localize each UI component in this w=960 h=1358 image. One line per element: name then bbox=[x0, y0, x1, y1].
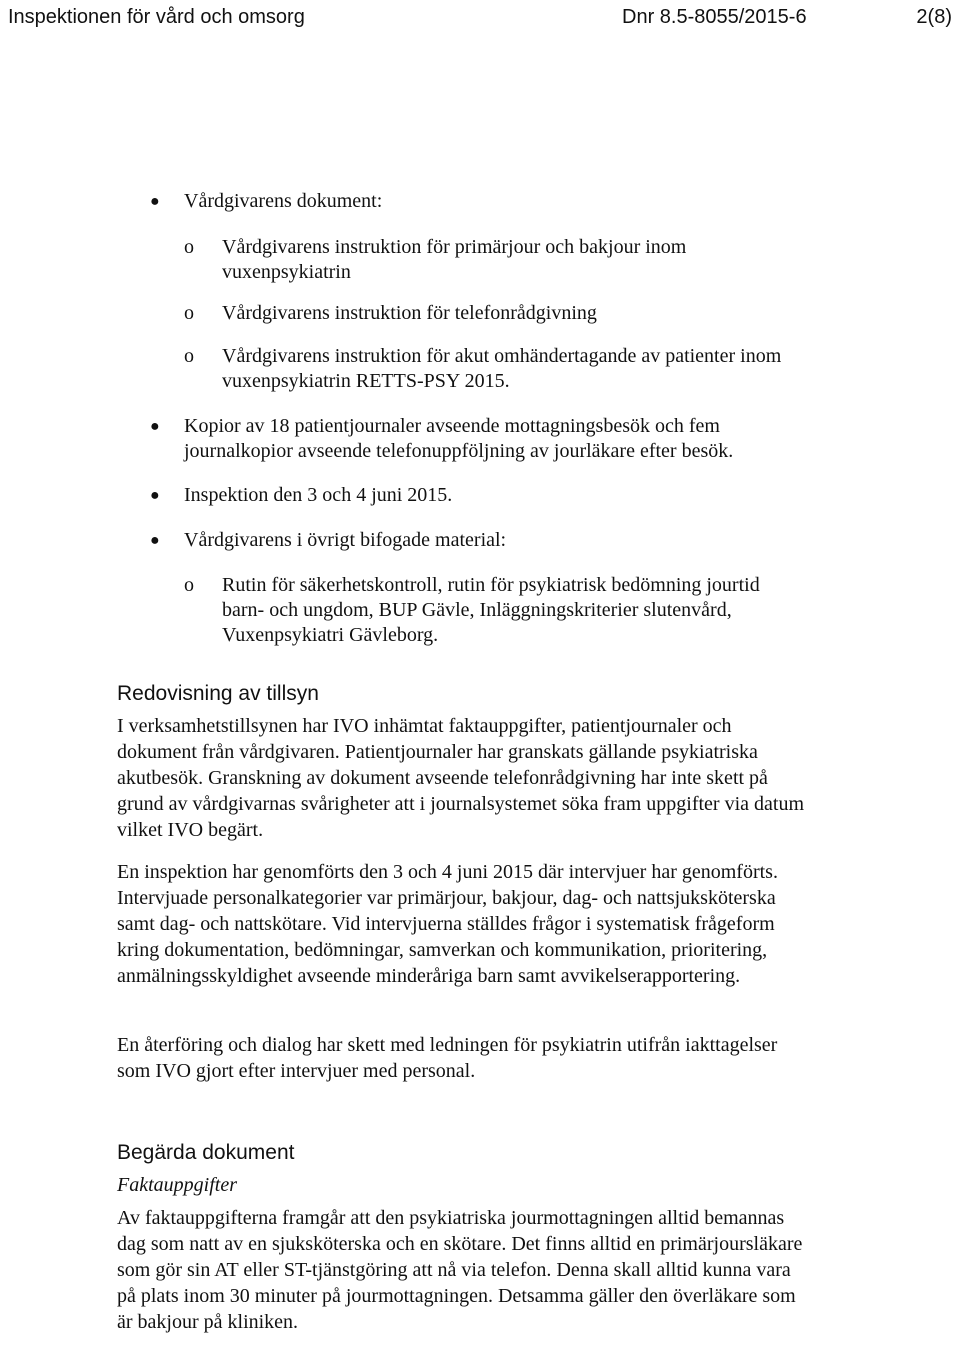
bullet-icon: ● bbox=[150, 193, 160, 210]
paragraph: En återföring och dialog har skett med ledningen för psykiatrin utifrån iakttagelser som IVO gjort efter intervjuer med personal. bbox=[117, 1034, 778, 1082]
list-item bbox=[0, 483, 960, 508]
sub-bullet-icon: o bbox=[184, 345, 194, 367]
list-item-text: Vårdgivarens i övrigt bifogade material: bbox=[184, 529, 507, 551]
list-item-text: Kopior av 18 patientjournaler avseende mottagningsbesök och fem journalkopior avseende telefonuppföljning av jourläkare efter besök. bbox=[184, 415, 734, 462]
bullet-icon: ● bbox=[150, 487, 160, 504]
header-organization: Inspektionen för vård och omsorg bbox=[8, 6, 305, 28]
section-heading-redovisning: Redovisning av tillsyn bbox=[117, 682, 319, 705]
list-item-text: Inspektion den 3 och 4 juni 2015. bbox=[184, 484, 453, 506]
documents-bullet-list bbox=[0, 189, 960, 648]
sub-list-item-text: Vårdgivarens instruktion för telefonrådgivning bbox=[222, 302, 597, 324]
sub-list-item bbox=[0, 344, 960, 394]
paragraph: Av faktauppgifterna framgår att den psykiatriska jourmottagningen alltid bemannas dag som natt av en sjuksköterska och en skötare. Det finns alltid en primärjoursläkare som gör sin AT eller ST-tjänstgöring att nå via telefon. Denna skall alltid kunna vara på plats inom 30 minuter på jourmottagningen. Detsamma gäller den överläkare som är bakjour på kliniken. bbox=[117, 1207, 803, 1333]
bullet-icon: ● bbox=[150, 532, 160, 549]
sub-bullet-icon: o bbox=[184, 574, 194, 596]
sub-list-item-text: Vårdgivarens instruktion för akut omhändertagande av patienter inom vuxenpsykiatrin RETTS-PSY 2015. bbox=[222, 345, 782, 392]
bullet-icon: ● bbox=[150, 418, 160, 435]
sub-bullet-icon: o bbox=[184, 302, 194, 324]
page-header bbox=[0, 3, 960, 33]
header-diary-number: Dnr 8.5-8055/2015-6 bbox=[622, 6, 807, 28]
sub-list-item bbox=[0, 235, 960, 285]
list-item bbox=[0, 189, 960, 214]
subheading-faktauppgifter: Faktauppgifter bbox=[117, 1174, 237, 1196]
sub-bullet-icon: o bbox=[184, 236, 194, 258]
paragraph: I verksamhetstillsynen har IVO inhämtat faktauppgifter, patientjournaler och dokument från vårdgivaren. Patientjournaler har granskats gällande psykiatriska akutbesök. Granskning av dokument avseende telefonrådgivning har inte skett på grund av vårdgivarnas svårigheter att i journalsystemet söka fram uppgifter via datum vilket IVO begärt. bbox=[117, 715, 805, 841]
paragraph: En inspektion har genomförts den 3 och 4 juni 2015 där intervjuer har genomförts. Intervjuade personalkategorier var primärjour, bakjour, dag- och nattsjuksköterska samt dag- och nattskötare. Vid intervjuerna ställdes frågor i systematisk frågeform kring dokumentation, bedömningar, samverkan och kommunikation, prioritering, anmälningsskyldighet avseende minderåriga barn samt avvikelserapportering. bbox=[117, 861, 778, 987]
list-item bbox=[0, 414, 960, 464]
list-item bbox=[0, 528, 960, 553]
sub-list-item-text: Rutin för säkerhetskontroll, rutin för psykiatrisk bedömning jourtid barn- och ungdom, BUP Gävle, Inläggningskriterier slutenvård, Vuxenpsykiatri Gävleborg. bbox=[222, 574, 760, 646]
list-item-text: Vårdgivarens dokument: bbox=[184, 190, 383, 212]
sub-list-item bbox=[0, 301, 960, 326]
section-heading-begarda-dokument: Begärda dokument bbox=[117, 1141, 295, 1164]
sub-list-item-text: Vårdgivarens instruktion för primärjour och bakjour inom vuxenpsykiatrin bbox=[222, 236, 687, 283]
header-page-number: 2(8) bbox=[916, 6, 952, 28]
sub-list-item bbox=[0, 573, 960, 648]
